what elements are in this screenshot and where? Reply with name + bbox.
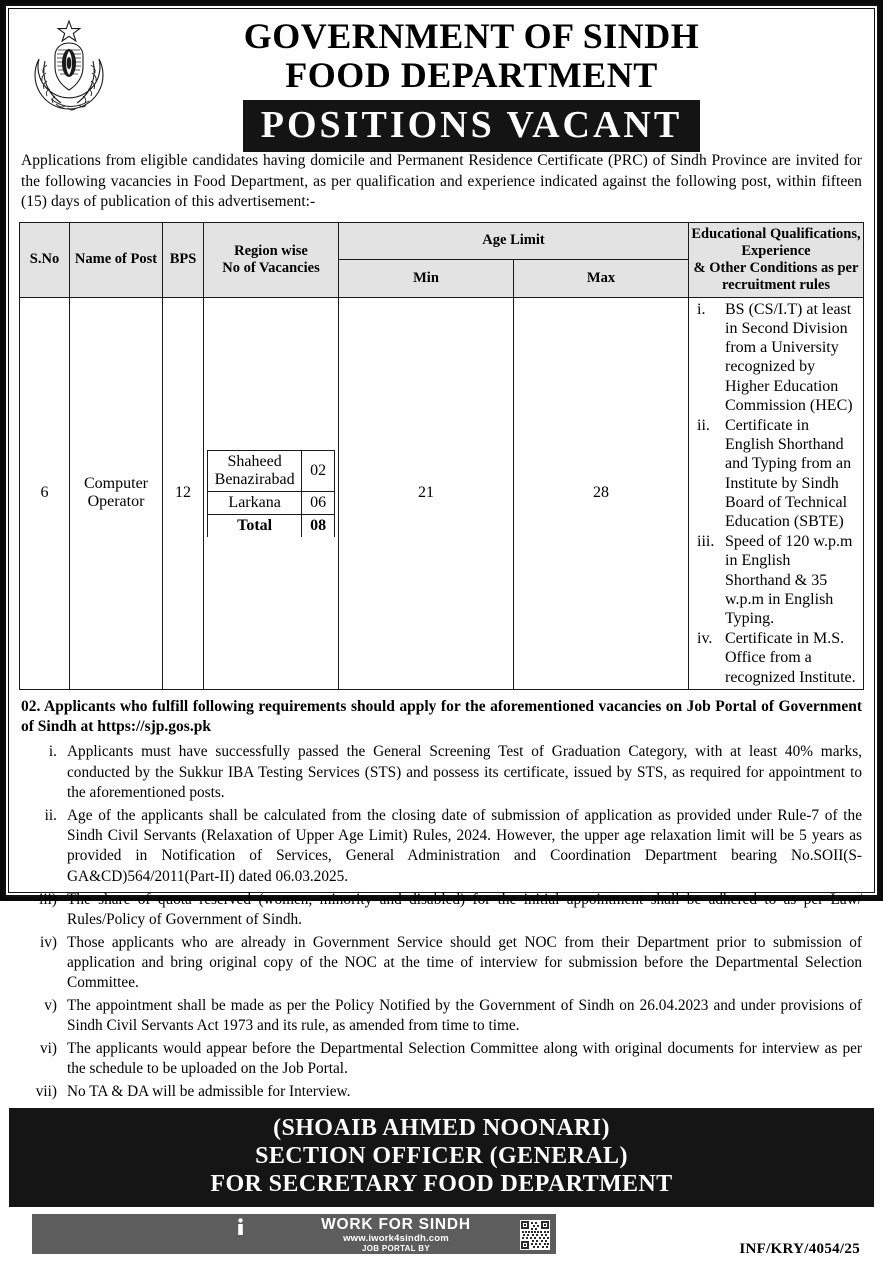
qualification-number: iii.	[697, 533, 715, 551]
iwork-for-sindh-banner[interactable]	[30, 1212, 558, 1263]
qualification-list	[695, 300, 858, 687]
signature-block	[9, 1108, 874, 1207]
vacancy-table-body	[20, 297, 864, 690]
iwork-banner-sub2: INFORMATION DEPARTMENT	[336, 1253, 456, 1263]
inf-reference-number: INF/KRY/4054/25	[739, 1241, 860, 1258]
condition-number: i.	[48, 743, 57, 761]
condition-item	[21, 1039, 862, 1080]
iwork-banner-title-text: WORK FOR SINDH	[321, 1216, 471, 1234]
iwork-banner-title	[218, 1216, 548, 1233]
qualification-item	[695, 416, 858, 532]
iwork-banner-url: www.iwork4sindh.com	[343, 1233, 449, 1245]
qualification-text: Certificate in English Shorthand and Typing from an Institute by Sindh Board of Technical Education (SBTE)	[725, 416, 852, 531]
th-bps: BPS	[163, 222, 204, 297]
condition-text: The appointment shall be made as per the Policy Notified by the Government of Sindh on 26.04.2023 and under provisions of Sindh Civil Servants Act 1973 and its rule, as amended from time to time.	[67, 997, 862, 1035]
condition-number: v)	[44, 997, 57, 1014]
th-name-of-post: Name of Post	[70, 222, 163, 297]
outer-frame	[4, 4, 879, 1263]
region-total-count: 08	[302, 514, 335, 537]
iwork-banner-text	[218, 1216, 548, 1263]
region-name-1-line1: Shaheed	[227, 452, 282, 470]
region-row-2	[208, 491, 335, 514]
positions-vacant-banner: POSITIONS VACANT	[243, 100, 700, 152]
cell-qualifications	[689, 297, 864, 690]
org-title-line2: FOOD DEPARTMENT	[285, 55, 658, 95]
table-header-row	[20, 222, 864, 260]
condition-item	[21, 933, 862, 994]
vacancy-table	[19, 222, 864, 691]
qr-code-icon[interactable]	[520, 1220, 550, 1250]
document-footer	[9, 1207, 874, 1263]
qualification-number: ii.	[697, 416, 710, 434]
inner-frame	[8, 8, 875, 1263]
region-row-1	[208, 450, 335, 491]
qualification-text: Speed of 120 w.p.m in English Shorthand & 35 w.p.m in English Typing.	[725, 533, 853, 628]
table-row	[20, 297, 864, 690]
intro-paragraph: Applications from eligible candidates having domicile and Permanent Residence Certificate (PRC) of Sindh Province are invited for the following vacancies in Food Department, as per qualification and experience indicated against the following post, within fifteen (15) days of publication of this advertisement:-	[21, 152, 862, 210]
region-name-1-line2: Benazirabad	[214, 470, 295, 488]
condition-text: The applicants would appear before the Departmental Selection Committee along with original documents for interview as per the schedule to be uploaded on the Job Portal.	[67, 1040, 862, 1078]
condition-text: No TA & DA will be admissible for Interview.	[67, 1083, 351, 1101]
person-icon	[234, 1218, 247, 1235]
cell-region-breakdown	[204, 297, 339, 690]
th-region-line2: No of Vacancies	[222, 259, 320, 276]
th-qual-line2: & Other Conditions as per recruitment rules	[693, 259, 859, 293]
positions-vacant-banner-wrap	[79, 100, 864, 152]
condition-number: iii)	[39, 890, 57, 908]
th-region-line1: Region wise	[234, 242, 308, 259]
cell-post-name	[70, 297, 163, 690]
condition-text: Age of the applicants shall be calculated from the closing date of submission of application as provided under Rule-7 of the Sindh Civil Servants (Relaxation of Upper Age Limit) Rules, 2024. However, the upper age relaxation limit will be 5 years as provided in Notification of Services, General Administration and Coordination Department bearing No.SOII(S-GA&CD)564/2011(Part-II) dated 06.03.2025.	[67, 806, 862, 885]
condition-item	[21, 806, 862, 887]
document-header	[19, 9, 864, 146]
qualification-item	[695, 629, 858, 687]
post-name-line2: Operator	[87, 493, 145, 511]
th-qual-line1: Educational Qualifications, Experience	[691, 225, 861, 259]
condition-text: Those applicants who are already in Government Service should get NOC from their Department prior to submission of application and bring original copy of the NOC at the time of interview for submission before the Departmental Selection Committee.	[67, 933, 862, 992]
clause-02-heading: 02. Applicants who fulfill following requirements should apply for the aforementioned vacancies on Job Portal of Government of Sindh at https://sjp.gos.pk	[21, 698, 862, 736]
post-name-line1: Computer	[84, 475, 148, 493]
th-age-limit: Age Limit	[339, 222, 689, 260]
condition-number: iv)	[40, 933, 57, 951]
qualification-text: BS (CS/I.T) at least in Second Division from a University recognized by Higher Education Commission (HEC)	[725, 300, 853, 414]
cell-sno: 6	[20, 297, 70, 690]
qualification-text: Certificate in M.S. Office from a recognized Institute.	[725, 630, 856, 686]
condition-item	[21, 742, 862, 803]
cell-age-min: 21	[339, 297, 514, 690]
signatory-for-line: FOR SECRETARY FOOD DEPARTMENT	[210, 1171, 673, 1198]
condition-item	[21, 890, 862, 931]
region-row-total	[208, 514, 335, 537]
qualification-number: iv.	[697, 630, 713, 648]
condition-number: vi)	[40, 1040, 57, 1058]
region-name-1	[208, 450, 302, 491]
signatory-name: (SHOAIB AHMED NOONARI)	[273, 1115, 610, 1142]
iwork-banner-sub1: JOB PORTAL BY	[361, 1244, 431, 1254]
vacancy-table-head	[20, 222, 864, 297]
th-sno: S.No	[20, 222, 70, 297]
condition-item	[21, 996, 862, 1037]
th-age-max: Max	[514, 260, 689, 298]
region-name-2: Larkana	[208, 491, 302, 514]
th-age-min: Min	[339, 260, 514, 298]
region-total-label: Total	[208, 514, 302, 537]
conditions-list	[21, 742, 862, 1102]
qualification-item	[695, 532, 858, 628]
condition-text: The share of quota reserved (women, minority and disabled) for the initial appointment shall be adhered to as per Law/ Rules/Policy of Government of Sindh.	[67, 890, 862, 928]
condition-number: vii)	[35, 1083, 57, 1101]
th-educational-qualifications	[689, 222, 864, 297]
th-region-wise-vacancies	[204, 222, 339, 297]
region-count-1: 02	[302, 450, 335, 491]
cell-bps: 12	[163, 297, 204, 690]
condition-number: ii.	[44, 806, 57, 824]
cell-age-max: 28	[514, 297, 689, 690]
org-title-line1: GOVERNMENT OF SINDH	[243, 16, 700, 56]
qualification-number: i.	[697, 300, 706, 318]
condition-text: Applicants must have successfully passed the General Screening Test of Graduation Category, with at least 40% marks, conducted by the Sukkur IBA Testing Services (STS) and possess its certificate, issued by STS, as required for appointment to the aforementioned posts.	[67, 743, 862, 802]
region-subtable	[207, 450, 335, 537]
condition-item	[21, 1082, 862, 1102]
qualification-item	[695, 300, 858, 416]
government-of-sindh-emblem-icon	[25, 15, 113, 127]
signatory-designation: SECTION OFFICER (GENERAL)	[255, 1143, 628, 1170]
region-count-2: 06	[302, 491, 335, 514]
title-block	[19, 9, 864, 152]
